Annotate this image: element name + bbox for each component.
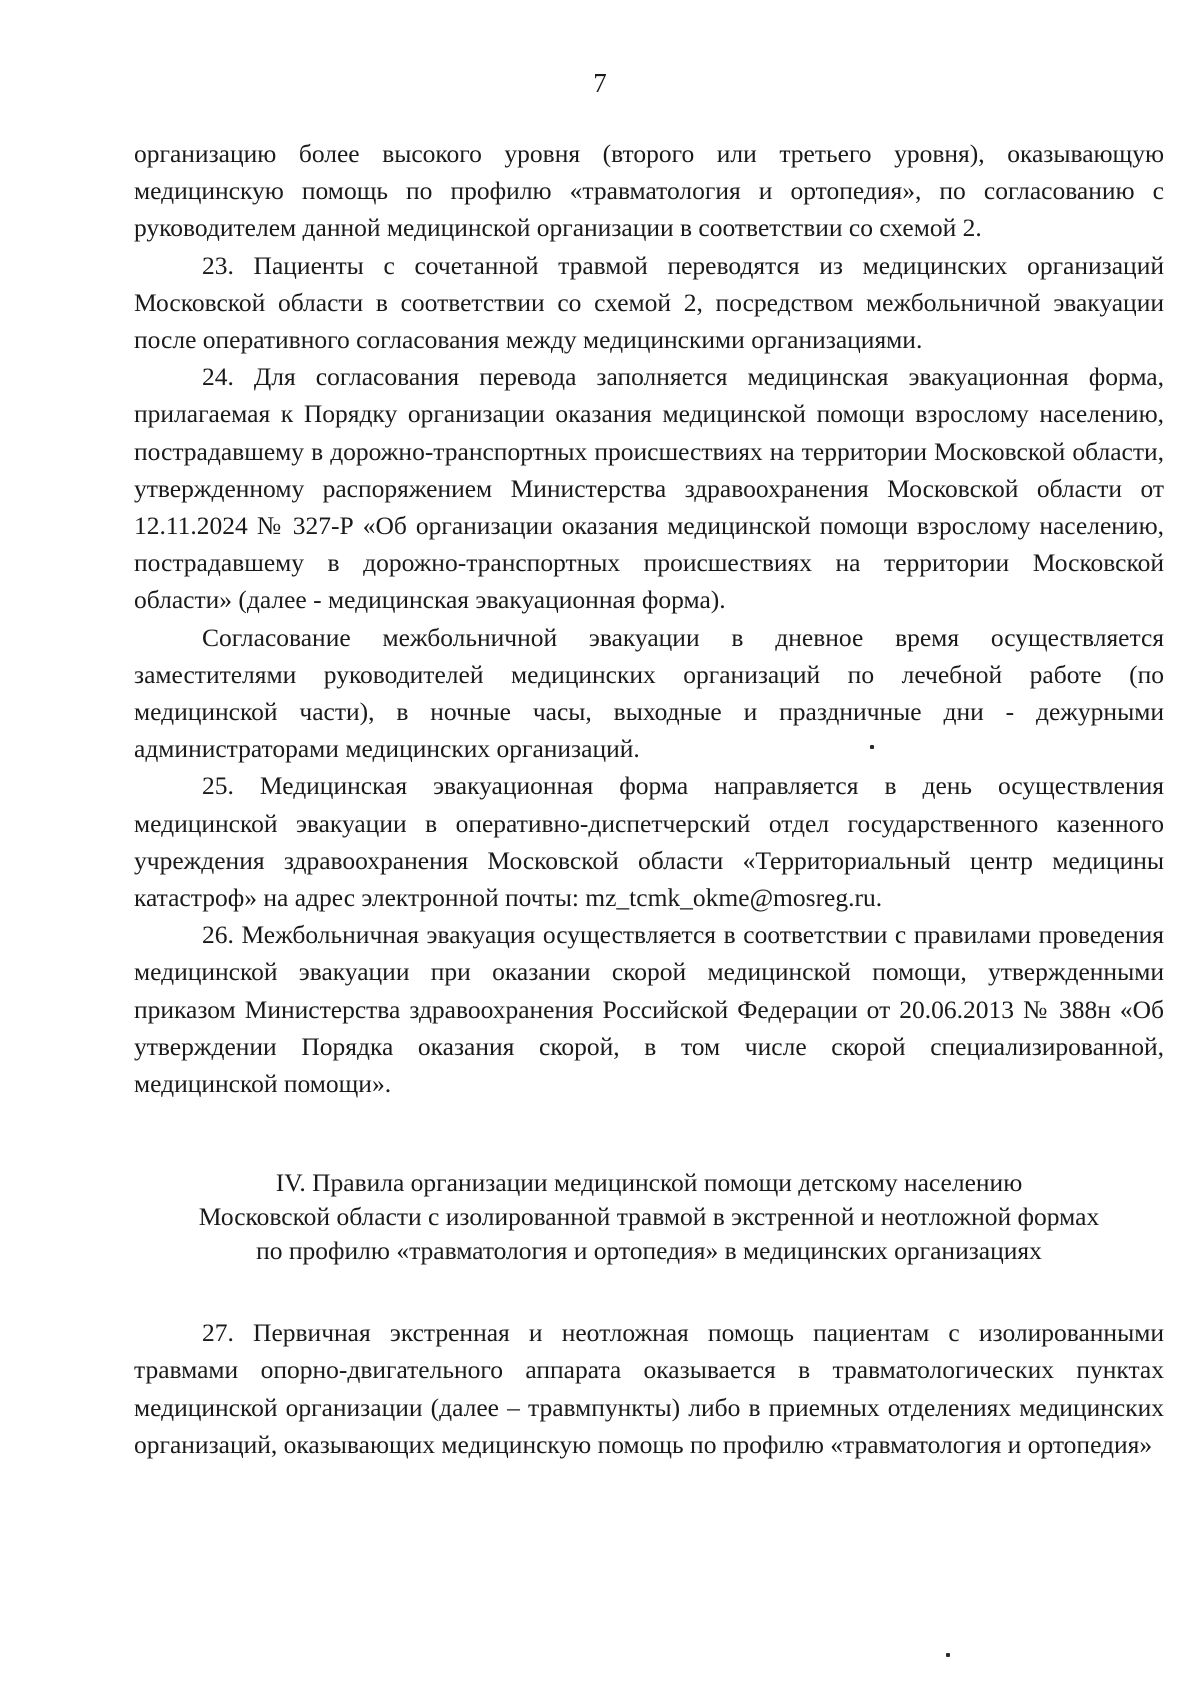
paragraph-24: 24. Для согласования перевода заполняется медицинская эвакуационная форма, прилагаемая к Порядку организации оказания медицинской помощи взрослому населению, пострадавшему в дорожно-транспортных происшествиях на территории Московской области, утвержденному распоряжением Министерства здравоохранения Московской области от 12.11.2024 № 327-Р «Об организации оказания медицинской помощи взрослому населению, пострадавшему в дорожно-транспортных происшествиях на территории Московской области» (далее - медицинская эвакуационная форма). [134,362,1164,615]
paragraph-27: 27. Первичная экстренная и неотложная помощь пациентам с изолированными травмами опорно-двигательного аппарата оказывается в травматологических пунктах медицинской организации (далее – травмпункты) либо в приемных отделениях медицинских организаций, оказывающих медицинскую помощь по профилю «травматология и ортопедия» [134,1318,1164,1459]
section-heading [134,1166,1164,1268]
page-number: 7 [593,68,607,98]
paragraph-26: 26. Межбольничная эвакуация осуществляется в соответствии с правилами проведения медицинской эвакуации при оказании скорой медицинской помощи, утвержденными приказом Министерства здравоохранения Российской Федерации от 20.06.2013 № 388н «Об утверждении Порядка оказания скорой, в том числе скорой специализированной, медицинской помощи». [134,920,1164,1099]
document-body [134,135,1164,1463]
paragraph-25: 25. Медицинская эвакуационная форма направляется в день осуществления медицинской эвакуации в оперативно-диспетчерский отдел государственного казенного учреждения здравоохранения Московской области «Территориальный центр медицины катастроф» на адрес электронной почты: mz_tcmk_okme@mosreg.ru. [134,771,1164,913]
paragraph-continuation: организацию более высокого уровня (второго или третьего уровня), оказывающую медицинскую помощь по профилю «травматология и ортопедия», по согласованию с руководителем данной медицинской организации в соответствии со схемой 2. [134,139,1164,243]
scan-speck [870,745,874,749]
section-heading-line-3: по профилю «травматология и ортопедия» в медицинских организациях [256,1236,1042,1266]
section-heading-line-2: Московской области с изолированной травмой в экстренной и неотложной формах [198,1202,1100,1232]
section-heading-line-1: IV. Правила организации медицинской помощи детскому населению [275,1168,1023,1198]
scan-speck [946,1653,950,1657]
paragraph-evacuation-agreement: Согласование межбольничной эвакуации в дневное время осуществляется заместителями руководителей медицинских организаций по лечебной работе (по медицинской части), в ночные часы, выходные и праздничные дни - дежурными администраторами медицинских организаций. [134,622,1164,764]
paragraph-23: 23. Пациенты с сочетанной травмой переводятся из медицинских организаций Московской области в соответствии со схемой 2, посредством межбольничной эвакуации после оперативного согласования между медицинскими организациями. [134,250,1164,355]
